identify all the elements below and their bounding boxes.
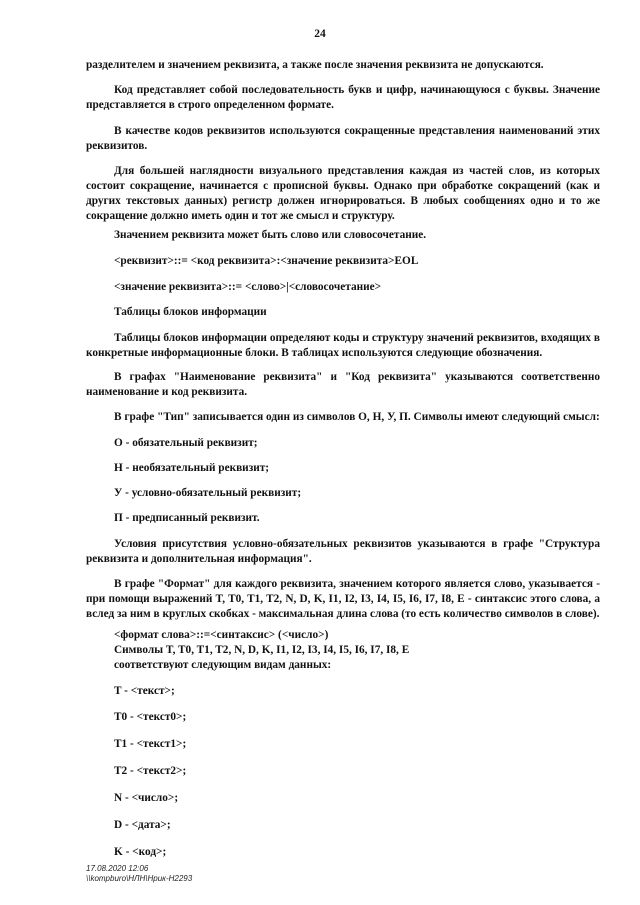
format-block [114,628,600,673]
list-item: О - обязательный реквизит; [114,437,258,449]
format-line: Символы T, T0, T1, T2, N, D, K, I1, I2, I3, I4, I5, I6, I7, I8, E [114,644,410,656]
type-item: N - <число>; [114,792,179,804]
paragraph: разделителем и значением реквизита, а также после значения реквизита не допускаются. [86,59,544,71]
list-item: П - предписанный реквизит. [114,512,260,524]
paragraph: Код представляет собой последовательность букв и цифр, начинающуюся с буквы. Значение представляется в строго определенном формате. [86,84,600,111]
syntax-line: <значение реквизита>::= <слово>|<словосочетание> [114,281,382,293]
type-item: T1 - <текст1>; [114,738,187,750]
type-item: T - <текст>; [114,685,175,697]
paragraph: В графе "Формат" для каждого реквизита, значением которого является слово, указывается - при помощи выражений T, T0, T1, T2, N, D, K, I1, I2, I3, I4, I5, I6, I7, I8, E - синтаксис этого слова, а вслед за ним в круглых скобках - максимальная длина слова (то есть количество символов в слове). [86,578,600,620]
paragraph: Таблицы блоков информации определяют коды и структуру значений реквизитов, входящих в конкретные информационные блоки. В таблицах используются следующие обозначения. [86,332,600,359]
list-item: Н - необязательный реквизит; [114,462,270,474]
paragraph: В графе "Тип" записывается один из символов О, Н, У, П. Символы имеют следующий смысл: [114,411,600,423]
page-number: 24 [314,28,326,40]
format-line: соответствуют следующим видам данных: [114,659,332,671]
type-item: D - <дата>; [114,819,171,831]
section-heading: Таблицы блоков информации [114,306,267,318]
format-line: <формат слова>::=<синтаксис> (<число>) [114,629,329,641]
footer-date: 17.08.2020 12:06 [86,864,149,873]
paragraph: Для большей наглядности визуального представления каждая из частей слов, из которых состоит сокращение, начинается с прописной буквы. Однако при обработке сокращений (как и других текстовых данных) регистр должен игнорироваться. В любых сообщениях одно и то же сокращение должно иметь один и тот же смысл и структуру. [86,165,600,222]
paragraph: В качестве кодов реквизитов используются сокращенные представления наименований этих реквизитов. [86,125,600,152]
syntax-line: <реквизит>::= <код реквизита>:<значение реквизита>EOL [114,255,419,267]
type-item: T2 - <текст2>; [114,765,187,777]
paragraph: Значением реквизита может быть слово или словосочетание. [114,229,427,241]
paragraph: Условия присутствия условно-обязательных реквизитов указываются в графе "Структура реквизита и дополнительная информация". [86,538,600,565]
footer-path: \\kompburo\НЛН\Нрик-Н2293 [86,874,193,883]
type-item: T0 - <текст0>; [114,711,187,723]
paragraph: В графах "Наименование реквизита" и "Код реквизита" указываются соответственно наименование и код реквизита. [86,371,600,398]
list-item: У - условно-обязательный реквизит; [114,487,302,499]
footer-stamp [86,864,192,884]
type-item: K - <код>; [114,846,167,858]
